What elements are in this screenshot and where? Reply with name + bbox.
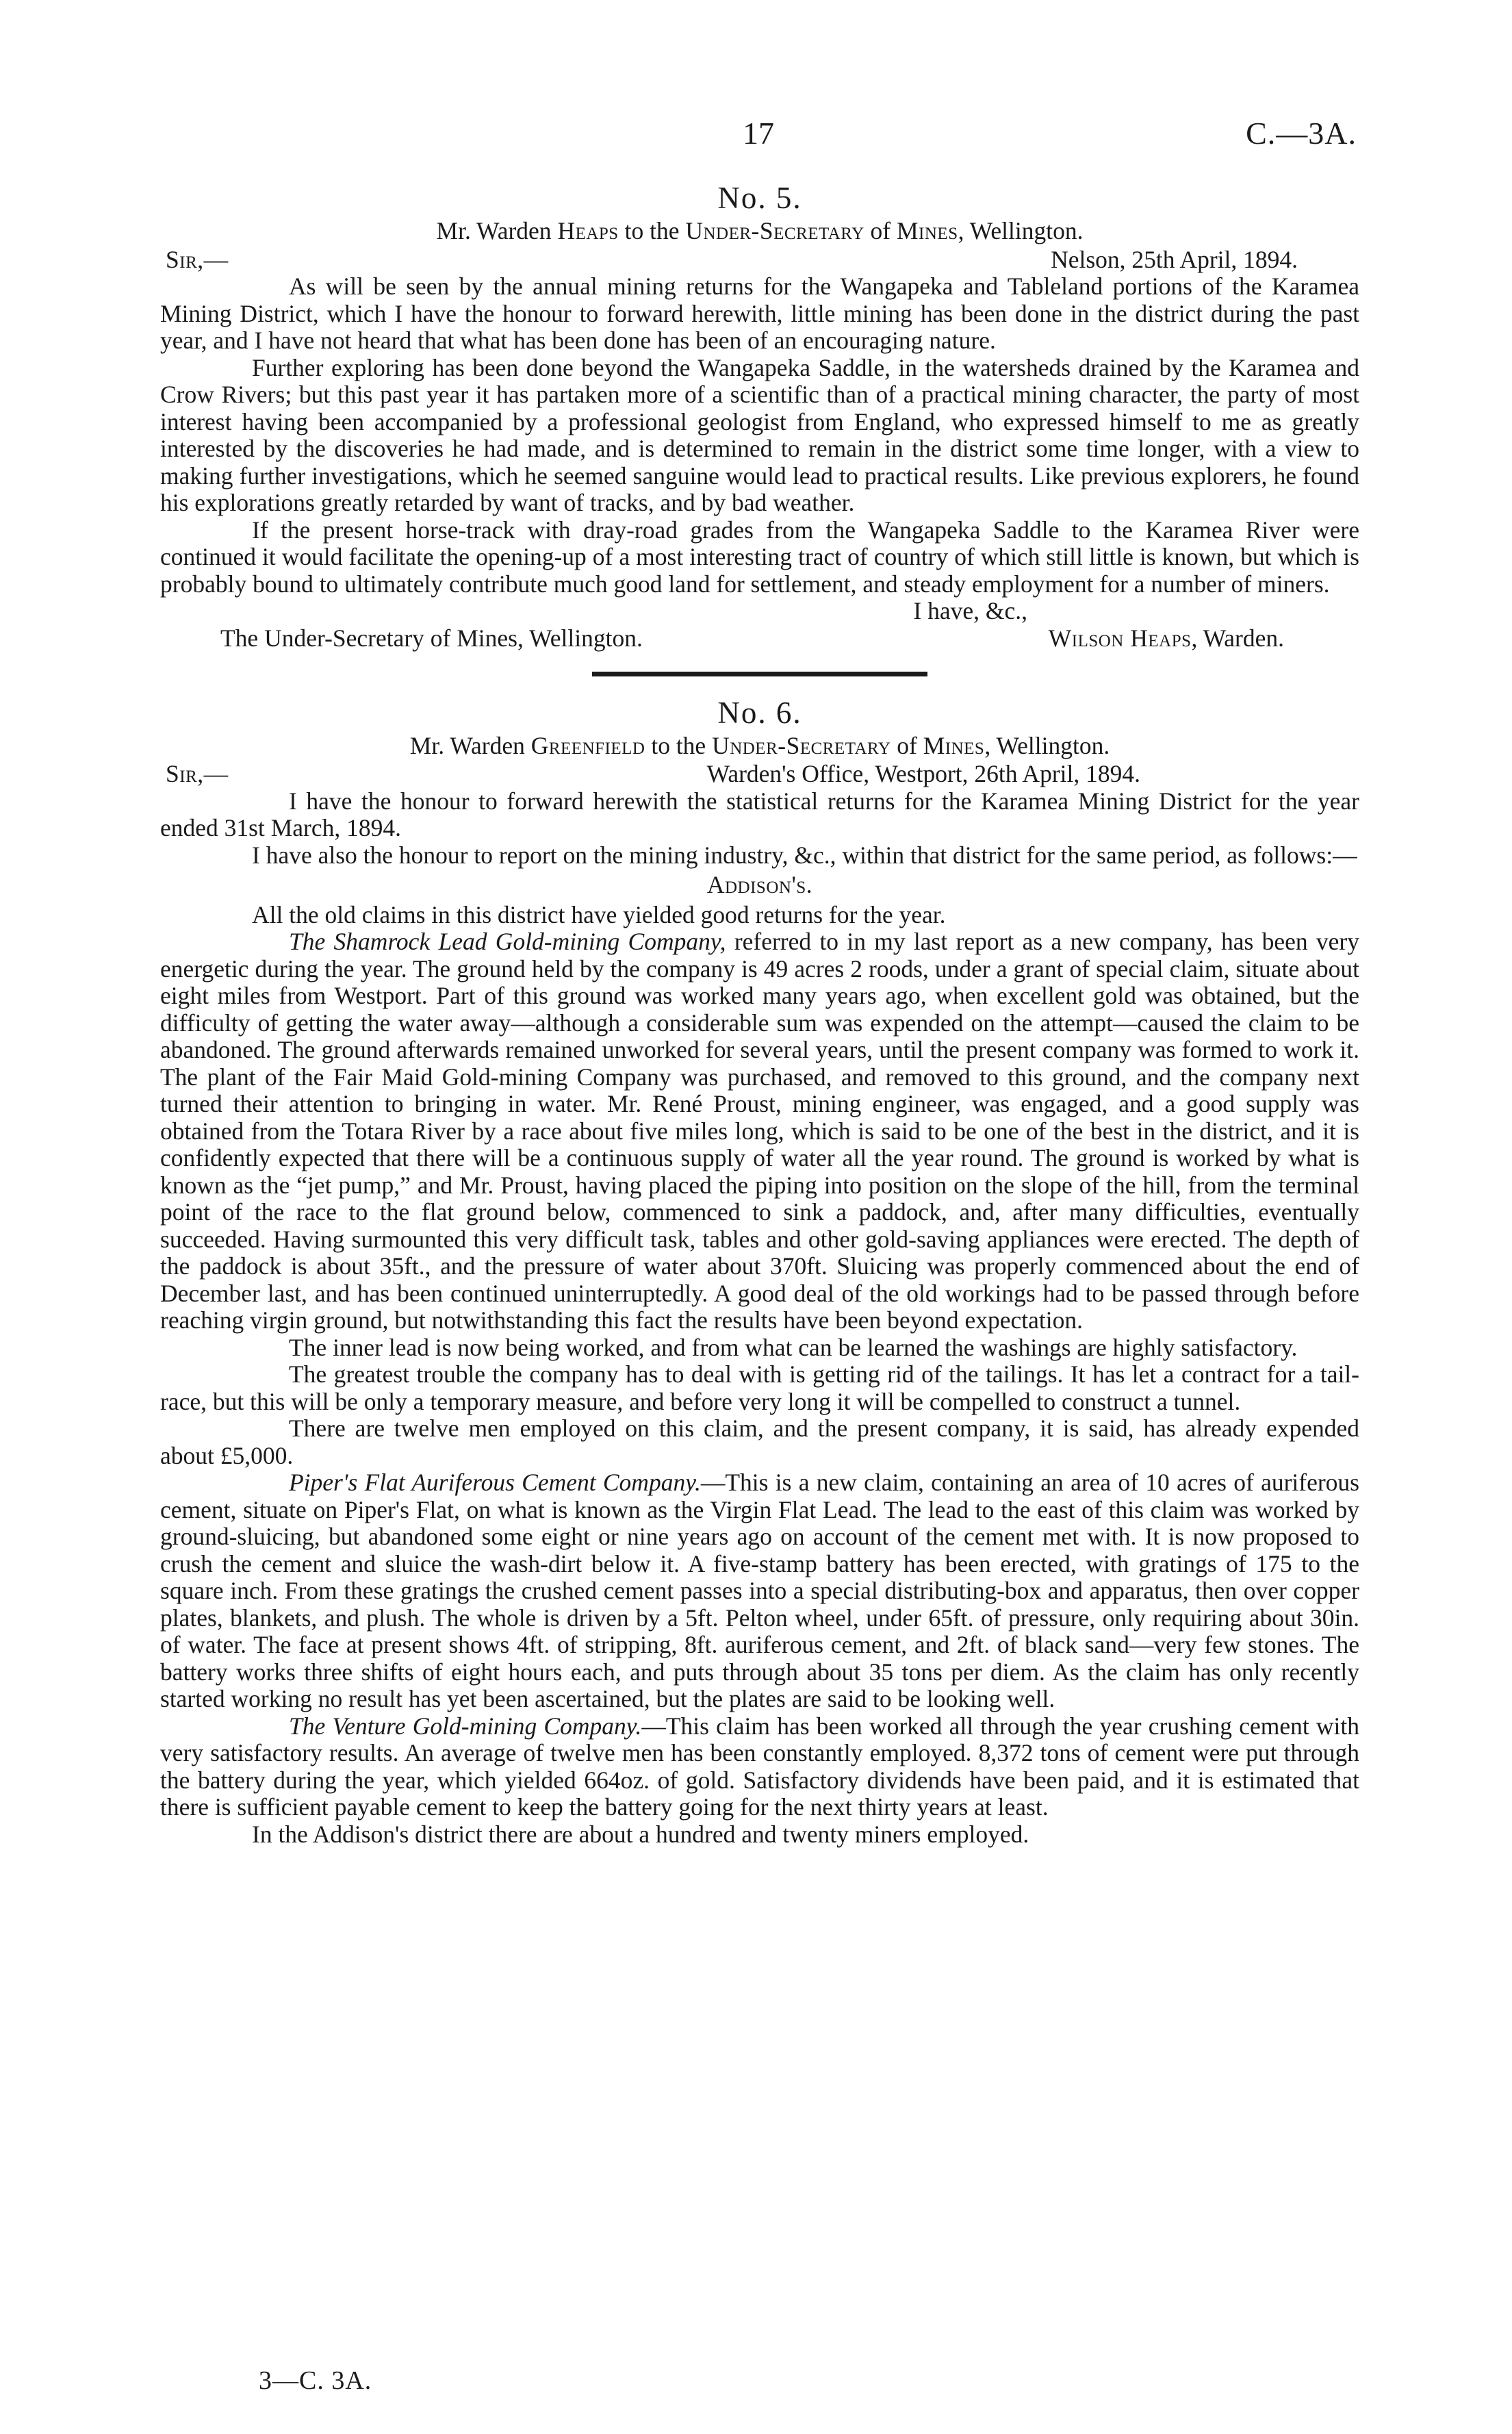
- letter-6-place-date: Warden's Office, Westport, 26th April, 1894.: [706, 760, 1140, 787]
- shamrock-company-name: The Shamrock Lead Gold-mining Company,: [289, 928, 726, 955]
- letter-6-salutation: Sir,—: [166, 760, 229, 787]
- document-reference: C.—3A.: [1246, 116, 1357, 151]
- signature-mark: 3—C. 3A.: [259, 2366, 372, 2395]
- letter-6-paragraph-6: The greatest trouble the company has to deal with is getting rid of the tailings. It has let a contract for a tail-race, but this will be only a temporary measure, and before very long it will be compelled to construct a tunnel.: [160, 1360, 1359, 1415]
- letter-6-paragraph-1: I have the honour to forward herewith the statistical returns for the Karamea Mining District for the year ended 31st March, 1894.: [160, 787, 1359, 841]
- letter-6-paragraph-7: There are twelve men employed on this claim, and the present company, it is said, has already expended about £5,000.: [160, 1415, 1359, 1469]
- letter-6-paragraph-3: All the old claims in this district have yielded good returns for the year.: [252, 900, 946, 928]
- venture-paragraph: The Venture Gold-mining Company.—This claim has been worked all through the year crushing cement with very satisfactory results. An average of twelve men has been constantly employed. 8,372 tons of cement were put through the battery during the year, which yielded 664oz. of gold. Satisfactory dividends have been paid, and it is estimated that there is sufficient payable cement to keep the battery going for the next thirty years at least.: [160, 1712, 1359, 1821]
- page-number: 17: [743, 116, 774, 151]
- letter-5-addressee: The Under-Secretary of Mines, Wellington.: [220, 624, 643, 652]
- letter-5-place-date: Nelson, 25th April, 1894.: [1051, 245, 1298, 273]
- letter-5-salutation: Sir,—: [166, 245, 229, 273]
- letter-5-closing: I have, &c.,: [913, 597, 1027, 624]
- letter-6-paragraph-10: In the Addison's district there are about a hundred and twenty miners employed.: [252, 1820, 1029, 1848]
- addisons-subheading: Addison's.: [706, 871, 813, 898]
- letter-5-paragraph-3: If the present horse-track with dray-road grades from the Wangapeka Saddle to the Karamea River were continued it would facilitate the opening-up of a most interesting tract of country of which still little is known, but which is probably bound to ultimately contribute much good land for settlement, and steady employment for a number of miners.: [160, 516, 1359, 598]
- letter-5-signature-row: [160, 625, 1359, 654]
- letter-6-paragraph-2: I have also the honour to report on the mining industry, &c., within that district for the same period, as follows:—: [252, 841, 1357, 869]
- letter-5-title: No. 5.: [717, 181, 802, 215]
- letter-5-salutation-row: [160, 246, 1359, 274]
- letter-6-title: No. 6.: [717, 695, 802, 730]
- pipers-company-name: Piper's Flat Auriferous Cement Company.: [289, 1469, 701, 1496]
- letter-6-salutation-row: [160, 761, 1359, 788]
- text-column: [160, 179, 1359, 1848]
- section-divider: [592, 672, 927, 676]
- shamrock-paragraph: The Shamrock Lead Gold-mining Company, referred to in my last report as a new company, has been very energetic during the year. The ground held by the company is 49 acres 2 roods, under a grant of special claim, situate about eight miles from Westport. Part of this ground was worked many years ago, when excellent gold was obtained, but the difficulty of getting the water away—although a considerable sum was expended on the attempt—caused the claim to be abandoned. The ground afterwards remained unworked for several years, until the present company was formed to work it. The plant of the Fair Maid Gold-mining Company was purchased, and removed to this ground, and the company next turned their attention to bringing in water. Mr. René Proust, mining engineer, was engaged, and a good supply was obtained from the Totara River by a race about five miles long, which is said to be one of the best in the district, and it is confidently expected that there will be a continuous supply of water all the year round. The ground is worked by what is known as the “jet pump,” and Mr. Proust, having placed the piping into position on the slope of the hill, from the terminal point of the race to the flat ground below, commenced to sink a paddock, and, after many difficulties, eventually succeeded. Having surmounted this very difficult task, tables and other gold-saving appliances were erected. The depth of the paddock is about 35ft., and the pressure of water about 370ft. Sluicing was properly commenced about the end of December last, and has been continued uninterruptedly. A good deal of the old workings had to be passed through before reaching virgin ground, but notwithstanding this fact the results have been beyond expectation.: [160, 928, 1359, 1334]
- venture-company-name: The Venture Gold-mining Company.: [289, 1712, 642, 1740]
- letter-5-paragraph-2: Further exploring has been done beyond the Wangapeka Saddle, in the watersheds drained by the Karamea and Crow Rivers; but this past year it has partaken more of a scientific than of a practical mining character, the party of most interest having been accompanied by a professional geologist from England, who expressed himself to me as greatly interested by the discoveries he had made, and is determined to remain in the district some time longer, with a view to making further investigations, which he seemed sanguine would lead to practical results. Like previous explorers, he found his explorations greatly retarded by want of tracks, and by bad weather.: [160, 353, 1359, 516]
- letter-6-intro: Mr. Warden Greenfield to the Under-Secretary of Mines, Wellington.: [409, 731, 1110, 759]
- pipers-paragraph: Piper's Flat Auriferous Cement Company.—This is a new claim, containing an area of 10 acres of auriferous cement, situate on Piper's Flat, on what is known as the Virgin Flat Lead. The lead to the east of this claim was worked by ground-sluicing, but abandoned some eight or nine years ago on account of the cement met with. It is now proposed to crush the cement and sluice the wash-dirt below it. A five-stamp battery has been erected, with gratings of 175 to the square inch. From these gratings the crushed cement passes into a special distributing-box and apparatus, then over copper plates, blankets, and plush. The whole is driven by a 5ft. Pelton wheel, under 65ft. of pressure, only requiring about 30in. of water. The face at present shows 4ft. of stripping, 8ft. auriferous cement, and 2ft. of black sand—very few stones. The battery works three shifts of eight hours each, and puts through about 35 tons per diem. As the claim has only recently started working no result has yet been ascertained, but the plates are said to be looking well.: [160, 1469, 1359, 1712]
- letter-5-paragraph-1: As will be seen by the annual mining returns for the Wangapeka and Tableland portions of the Karamea Mining District, which I have the honour to forward herewith, little mining has been done in the district during the past year, and I have not heard that what has been done has been of an encouraging nature.: [160, 272, 1359, 354]
- letter-6-paragraph-5: The inner lead is now being worked, and from what can be learned the washings are highly satisfactory.: [289, 1333, 1298, 1361]
- letter-5-signature: Wilson Heaps, Warden.: [1048, 624, 1284, 652]
- letter-5-intro: Mr. Warden Heaps to the Under-Secretary of Mines, Wellington.: [436, 217, 1084, 244]
